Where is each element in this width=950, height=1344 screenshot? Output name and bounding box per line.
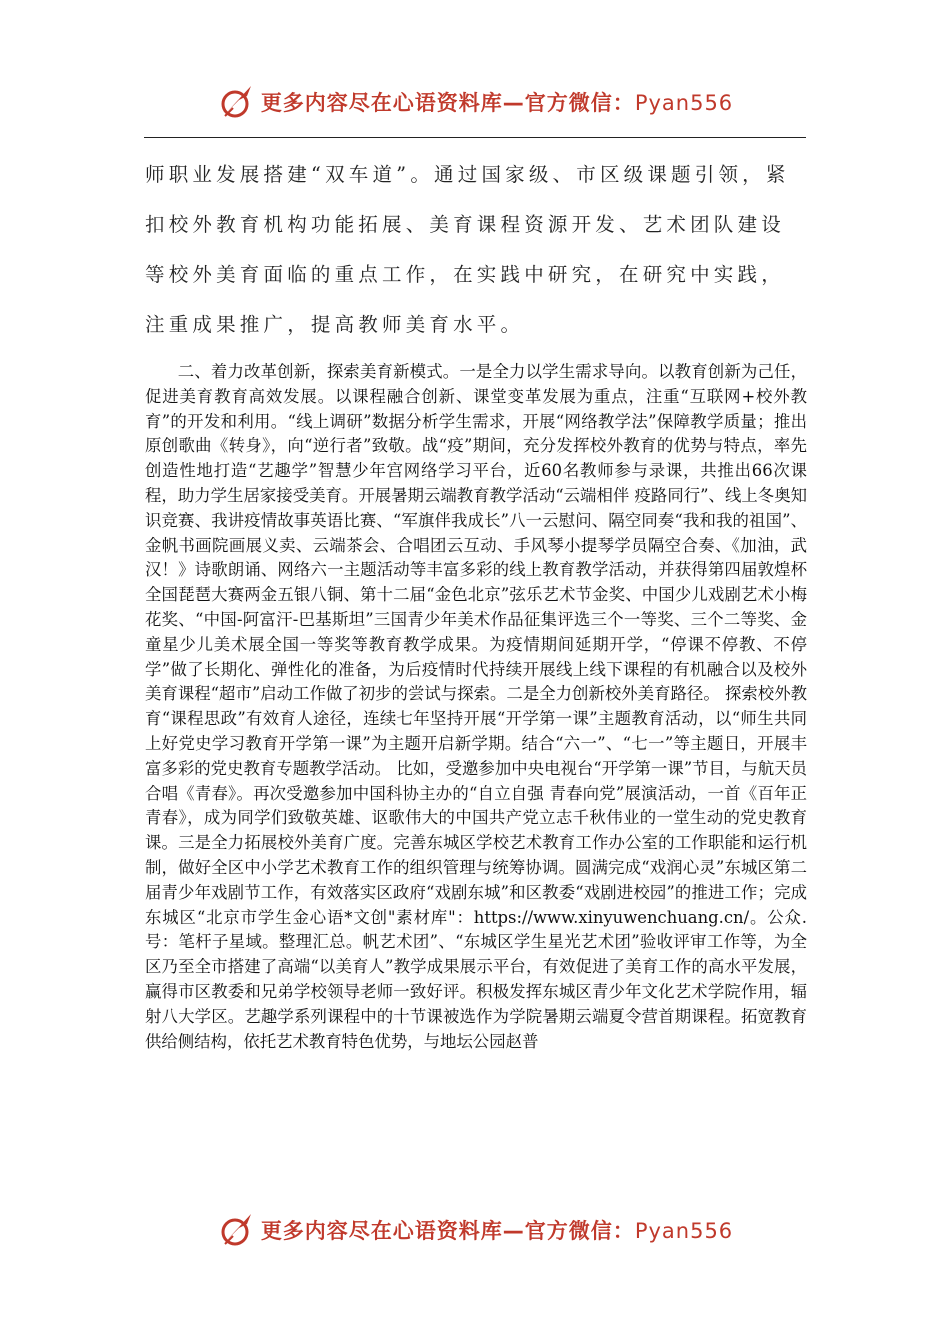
footer-banner-text: 更多内容尽在心语资料库—官方微信：Pyan556 <box>260 1219 734 1243</box>
intro-paragraph: 师职业发展搭建“双车道”。通过国家级、市区级课题引领，紧扣校外教育机构功能拓展、美育课程资源开发、艺术团队建设等校外美育面临的重点工作，在实践中研究，在研究中实践，注重成果推广，提高教师美育水平。 <box>145 163 790 336</box>
quill-logo-icon <box>217 82 257 122</box>
quill-logo-icon <box>217 1210 257 1250</box>
main-paragraph: 二、着力改革创新，探索美育新模式。一是全力以学生需求导向。以教育创新为己任，促进美育教育高效发展。以课程融合创新、课堂变革发展为重点，注重“互联网+校外教育”的开发和利用。“线上调研”数据分析学生需求，开展“网络教学法”保障教学质量；推出原创歌曲《转身》，向“逆行者”致敬。战“疫”期间，充分发挥校外教育的优势与特点，率先创造性地打造“艺趣学”智慧少年宫网络学习平台，近60名教师参与录课，共推出66次课程，助力学生居家接受美育。开展暑期云端教育教学活动“云端相伴 疫路同行”、线上冬奥知识竞赛、我讲疫情故事英语比赛、“军旗伴我成长”八一云慰问、隔空同奏“我和我的祖国”、金帆书画院画展义卖、云端茶会、合唱团云互动、手风琴小提琴学员隔空合奏、《加油，武汉！》诗歌朗诵、网络六一主题活动等丰富多彩的线上教育教学活动，并获得第四届敦煌杯全国琵琶大赛两金五银八铜、第十二届“金色北京”弦乐艺术节金奖、中国少儿戏剧艺术小梅花奖、“中国-阿富汗-巴基斯坦”三国青少年美术作品征集评选三个一等奖、三个二等奖、金童星少儿美术展全国一等奖等教育教学成果。为疫情期间延期开学，“停课不停教、不停学”做了长期化、弹性化的准备，为后疫情时代持续开展线上线下课程的有机融合以及校外美育课程“超市”启动工作做了初步的尝试与探索。二是全力创新校外美育路径。 探索校外教育“课程思政”有效育人途径，连续七年坚持开展“开学第一课”主题教育活动，以“师生共同上好党史学习教育开学第一课”为主题开启新学期。结合“六一”、“七一”等主题日，开展丰富多彩的党史教育专题教学活动。 比如，受邀参加中央电视台“开学第一课”节目，与航天员合唱《青春》。再次受邀参加中国科协主办的“自立自强 青春向党”展演活动，一首《百年正青春》，成为同学们致敬英雄、讴歌伟大的中国共产党立志千秋伟业的一堂生动的党史教育课。三是全力拓展校外美育广度。完善东城区学校艺术教育工作办公室的工作职能和运行机制，做好全区中小学艺术教育工作的组织管理与统筹协调。圆满完成“戏润心灵”东城区第二届青少年戏剧节工作，有效落实区政府“戏剧东城”和区教委“戏剧进校园”的推进工作；完成东城区“北京市学生金心语*文创"素材库"：https://www.xinyuwenchuang.cn/。公众.号：笔杆子星域。整理汇总。帆艺术团”、“东城区学生星光艺术团”验收评审工作等，为全区乃至全市搭建了高端“以美育人”教学成果展示平台，有效促进了美育工作的高水平发展，赢得市区教委和兄弟学校领导老师一致好评。积极发挥东城区青少年文化艺术学院作用，辐射八大学区。艺趣学系列课程中的十节课被选作为学院暑期云端夏令营首期课程。拓宽教育供给侧结构，依托艺术教育特色优势，与地坛公园赵普 <box>145 362 807 1051</box>
header-banner <box>0 80 950 124</box>
footer-banner <box>0 1208 950 1252</box>
header-banner-text: 更多内容尽在心语资料库—官方微信：Pyan556 <box>260 91 734 115</box>
header-divider <box>144 137 806 138</box>
